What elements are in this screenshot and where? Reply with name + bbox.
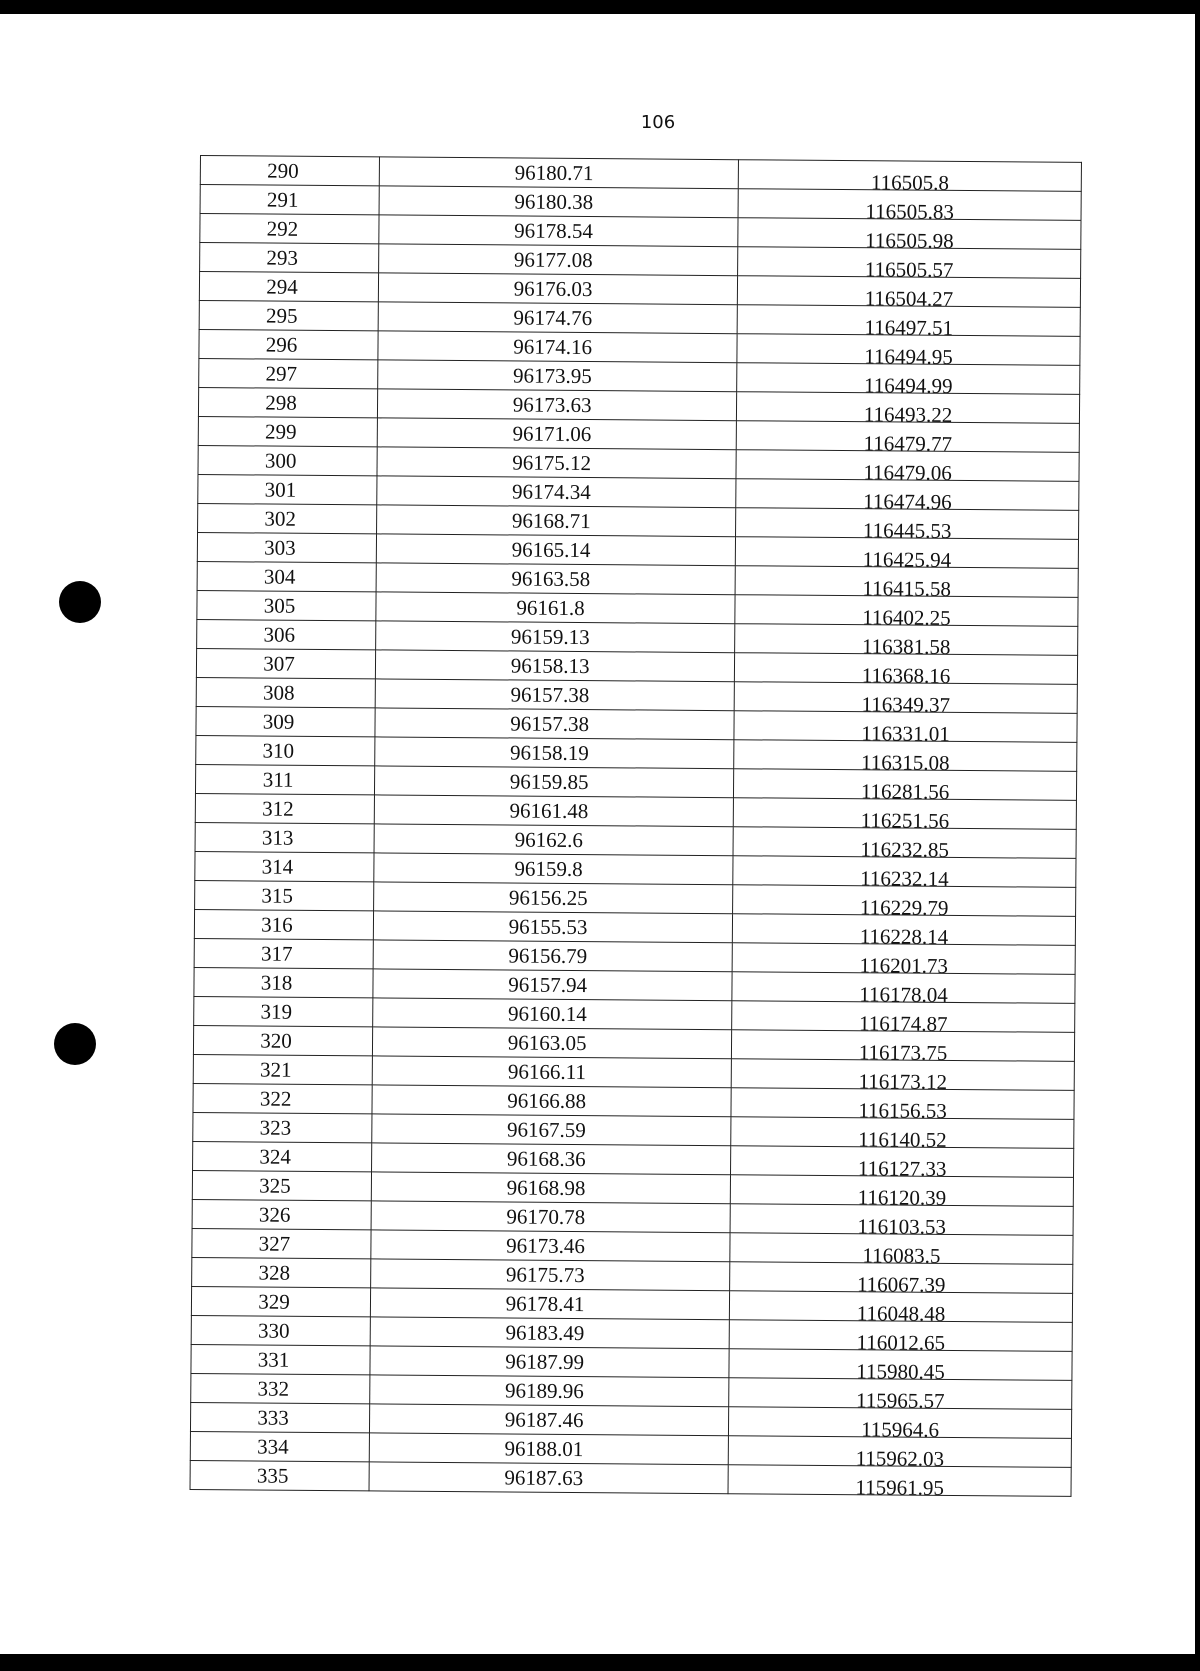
point-number-cell: 291 (200, 185, 379, 215)
y-coordinate-cell (731, 1088, 1074, 1123)
x-coordinate-cell: 96174.76 (378, 302, 737, 334)
point-number-cell: 320 (193, 1025, 372, 1055)
y-coordinate-cell (730, 1204, 1073, 1239)
point-number-cell: 333 (190, 1402, 369, 1432)
x-coordinate-cell: 96158.19 (375, 737, 734, 769)
x-coordinate-cell: 96158.13 (375, 650, 734, 682)
y-coordinate-cell (737, 392, 1080, 427)
x-coordinate-cell: 96173.95 (378, 360, 737, 392)
x-coordinate-cell: 96180.38 (379, 186, 738, 218)
y-coordinate-cell (734, 682, 1077, 717)
y-coordinate-cell (736, 479, 1079, 514)
table-row (190, 1460, 1071, 1496)
point-number-cell: 299 (198, 416, 377, 446)
point-number-cell: 301 (198, 474, 377, 504)
x-coordinate-cell: 96166.88 (372, 1085, 731, 1117)
y-coordinate-cell (738, 218, 1081, 253)
y-coordinate-cell (733, 856, 1076, 891)
point-number-cell: 326 (192, 1199, 371, 1229)
point-number-cell: 330 (191, 1315, 370, 1345)
x-coordinate-cell: 96189.96 (370, 1375, 729, 1407)
punch-hole-bottom (54, 1023, 96, 1065)
y-coordinate-value: 116228.14 (859, 924, 949, 949)
y-coordinate-value: 116178.04 (859, 982, 948, 1007)
scan-edge-top (0, 0, 1200, 14)
y-coordinate-value: 116173.12 (858, 1069, 948, 1094)
y-coordinate-value: 116402.25 (862, 605, 951, 630)
point-number-cell: 319 (194, 996, 373, 1026)
y-coordinate-cell (734, 769, 1077, 804)
x-coordinate-cell: 96162.6 (374, 824, 733, 856)
y-coordinate-value: 116445.53 (862, 518, 952, 543)
y-coordinate-value: 116103.53 (857, 1214, 947, 1239)
y-coordinate-value: 116067.39 (856, 1272, 946, 1297)
point-number-cell: 328 (192, 1257, 371, 1287)
point-number-cell: 290 (200, 156, 379, 186)
x-coordinate-cell: 96155.53 (373, 911, 732, 943)
point-number-cell: 325 (192, 1170, 371, 1200)
y-coordinate-cell (735, 595, 1078, 630)
x-coordinate-cell: 96156.25 (374, 882, 733, 914)
y-coordinate-cell (733, 885, 1076, 920)
y-coordinate-value: 116494.95 (864, 344, 953, 369)
point-number-cell: 303 (197, 532, 376, 562)
x-coordinate-cell: 96159.13 (376, 621, 735, 653)
y-coordinate-cell (733, 914, 1076, 949)
point-number-cell: 329 (191, 1286, 370, 1316)
x-coordinate-cell: 96168.98 (371, 1172, 730, 1204)
y-coordinate-value: 116381.58 (861, 634, 951, 659)
y-coordinate-cell (738, 247, 1081, 282)
y-coordinate-value: 116232.85 (860, 837, 950, 862)
point-number-cell: 298 (198, 387, 377, 417)
x-coordinate-cell: 96157.38 (375, 708, 734, 740)
point-number-cell: 312 (195, 793, 374, 823)
y-coordinate-value: 116083.5 (862, 1243, 941, 1268)
point-number-cell: 324 (193, 1141, 372, 1171)
point-number-cell: 331 (191, 1344, 370, 1374)
point-number-cell: 316 (194, 909, 373, 939)
point-number-cell: 321 (193, 1054, 372, 1084)
x-coordinate-cell: 96174.34 (377, 476, 736, 508)
point-number-cell: 334 (190, 1431, 369, 1461)
y-coordinate-value: 116505.57 (864, 257, 954, 282)
point-number-cell: 295 (199, 300, 378, 330)
point-number-cell: 297 (199, 358, 378, 388)
y-coordinate-cell (732, 1030, 1075, 1065)
y-coordinate-cell (728, 1465, 1071, 1500)
y-coordinate-cell (738, 276, 1081, 311)
y-coordinate-value: 115980.45 (856, 1359, 945, 1384)
x-coordinate-cell: 96175.73 (371, 1259, 730, 1291)
y-coordinate-cell (738, 189, 1081, 224)
y-coordinate-value: 116173.75 (858, 1040, 948, 1065)
y-coordinate-cell (732, 943, 1075, 978)
y-coordinate-cell (730, 1262, 1073, 1297)
x-coordinate-cell: 96159.85 (375, 766, 734, 798)
point-number-cell: 313 (195, 822, 374, 852)
x-coordinate-cell: 96178.54 (379, 215, 738, 247)
y-coordinate-value: 116281.56 (860, 779, 950, 804)
x-coordinate-cell: 96161.8 (376, 592, 735, 624)
point-number-cell: 323 (193, 1112, 372, 1142)
y-coordinate-value: 116229.79 (859, 895, 949, 920)
point-number-cell: 300 (198, 445, 377, 475)
y-coordinate-value: 116251.56 (860, 808, 950, 833)
point-number-cell: 318 (194, 967, 373, 997)
point-number-cell: 335 (190, 1460, 369, 1490)
y-coordinate-cell (729, 1349, 1072, 1384)
x-coordinate-cell: 96180.71 (379, 157, 738, 189)
y-coordinate-cell (732, 1001, 1075, 1036)
y-coordinate-cell (730, 1175, 1073, 1210)
y-coordinate-value: 116349.37 (861, 692, 951, 717)
x-coordinate-cell: 96175.12 (377, 447, 736, 479)
y-coordinate-value: 116201.73 (859, 953, 949, 978)
x-coordinate-cell: 96157.94 (373, 969, 732, 1001)
x-coordinate-cell: 96183.49 (370, 1317, 729, 1349)
x-coordinate-cell: 96166.11 (372, 1056, 731, 1088)
point-number-cell: 314 (195, 851, 374, 881)
y-coordinate-value: 116479.06 (863, 460, 952, 485)
y-coordinate-cell (736, 508, 1079, 543)
page-number: 106 (640, 112, 676, 133)
y-coordinate-cell (734, 740, 1077, 775)
y-coordinate-cell (729, 1407, 1072, 1442)
y-coordinate-value: 115961.95 (855, 1475, 944, 1500)
y-coordinate-value: 116505.98 (865, 228, 954, 253)
point-number-cell: 307 (196, 648, 375, 678)
x-coordinate-cell: 96168.71 (377, 505, 736, 537)
point-number-cell: 305 (197, 590, 376, 620)
point-number-cell: 311 (195, 764, 374, 794)
x-coordinate-cell: 96156.79 (373, 940, 732, 972)
y-coordinate-value: 116174.87 (858, 1011, 948, 1036)
y-coordinate-cell (731, 1059, 1074, 1094)
y-coordinate-value: 116140.52 (858, 1127, 947, 1152)
y-coordinate-cell (729, 1320, 1072, 1355)
y-coordinate-cell (731, 1146, 1074, 1181)
x-coordinate-cell: 96163.05 (372, 1027, 731, 1059)
y-coordinate-value: 116479.77 (863, 431, 953, 456)
x-coordinate-cell: 96160.14 (373, 998, 732, 1030)
point-number-cell: 302 (198, 503, 377, 533)
y-coordinate-cell (729, 1378, 1072, 1413)
y-coordinate-cell (736, 421, 1079, 456)
y-coordinate-value: 116120.39 (857, 1185, 947, 1210)
y-coordinate-value: 116505.83 (865, 199, 955, 224)
coordinate-table-wrapper (190, 155, 1082, 1500)
y-coordinate-value: 116415.58 (862, 576, 952, 601)
y-coordinate-value: 116315.08 (861, 750, 950, 775)
x-coordinate-cell: 96173.63 (378, 389, 737, 421)
y-coordinate-cell (734, 711, 1077, 746)
point-number-cell: 322 (193, 1083, 372, 1113)
point-number-cell: 293 (200, 243, 379, 273)
y-coordinate-cell (733, 798, 1076, 833)
y-coordinate-cell (731, 1117, 1074, 1152)
y-coordinate-value: 116505.8 (870, 170, 949, 195)
y-coordinate-cell (735, 624, 1078, 659)
x-coordinate-cell: 96176.03 (378, 273, 737, 305)
y-coordinate-cell (738, 160, 1081, 195)
scan-edge-bottom (0, 1654, 1200, 1671)
x-coordinate-cell: 96177.08 (379, 244, 738, 276)
scan-edge-right (1195, 0, 1200, 1671)
y-coordinate-value: 115964.6 (861, 1417, 940, 1442)
y-coordinate-value: 116474.96 (863, 489, 952, 514)
x-coordinate-cell: 96187.46 (370, 1404, 729, 1436)
y-coordinate-value: 116494.99 (863, 373, 953, 398)
y-coordinate-value: 116156.53 (858, 1098, 947, 1123)
x-coordinate-cell: 96168.36 (372, 1143, 731, 1175)
y-coordinate-value: 115962.03 (855, 1446, 945, 1471)
y-coordinate-cell (735, 653, 1078, 688)
y-coordinate-value: 116493.22 (863, 402, 953, 427)
x-coordinate-cell: 96173.46 (371, 1230, 730, 1262)
y-coordinate-value: 116331.01 (861, 721, 950, 746)
punch-hole-top (59, 581, 101, 623)
point-number-cell: 304 (197, 561, 376, 591)
y-coordinate-cell (730, 1233, 1073, 1268)
x-coordinate-cell: 96187.63 (369, 1462, 728, 1494)
coordinate-table (190, 155, 1082, 1500)
x-coordinate-cell: 96178.41 (370, 1288, 729, 1320)
y-coordinate-cell (733, 827, 1076, 862)
x-coordinate-cell: 96171.06 (377, 418, 736, 450)
x-coordinate-cell: 96170.78 (371, 1201, 730, 1233)
y-coordinate-cell (736, 450, 1079, 485)
y-coordinate-cell (737, 305, 1080, 340)
x-coordinate-cell: 96157.38 (375, 679, 734, 711)
y-coordinate-value: 116368.16 (861, 663, 951, 688)
y-coordinate-value: 116012.65 (856, 1330, 946, 1355)
x-coordinate-cell: 96165.14 (376, 534, 735, 566)
y-coordinate-cell (730, 1291, 1073, 1326)
y-coordinate-value: 116425.94 (862, 547, 952, 572)
y-coordinate-cell (728, 1436, 1071, 1471)
point-number-cell: 308 (196, 677, 375, 707)
y-coordinate-cell (735, 566, 1078, 601)
y-coordinate-cell (737, 363, 1080, 398)
point-number-cell: 327 (192, 1228, 371, 1258)
point-number-cell: 306 (197, 619, 376, 649)
coordinate-table-body (190, 156, 1081, 1500)
y-coordinate-cell (737, 334, 1080, 369)
y-coordinate-value: 116127.33 (857, 1156, 947, 1181)
y-coordinate-value: 116048.48 (856, 1301, 946, 1326)
x-coordinate-cell: 96188.01 (369, 1433, 728, 1465)
y-coordinate-value: 115965.57 (856, 1388, 945, 1413)
x-coordinate-cell: 96174.16 (378, 331, 737, 363)
point-number-cell: 332 (191, 1373, 370, 1403)
x-coordinate-cell: 96159.8 (374, 853, 733, 885)
point-number-cell: 317 (194, 938, 373, 968)
x-coordinate-cell: 96187.99 (370, 1346, 729, 1378)
y-coordinate-cell (735, 537, 1078, 572)
point-number-cell: 309 (196, 706, 375, 736)
point-number-cell: 296 (199, 329, 378, 359)
x-coordinate-cell: 96163.58 (376, 563, 735, 595)
y-coordinate-value: 116497.51 (864, 315, 954, 340)
x-coordinate-cell: 96161.48 (374, 795, 733, 827)
point-number-cell: 315 (195, 880, 374, 910)
x-coordinate-cell: 96167.59 (372, 1114, 731, 1146)
point-number-cell: 294 (199, 272, 378, 302)
y-coordinate-cell (732, 972, 1075, 1007)
y-coordinate-value: 116232.14 (860, 866, 949, 891)
point-number-cell: 292 (200, 214, 379, 244)
y-coordinate-value: 116504.27 (864, 286, 954, 311)
point-number-cell: 310 (196, 735, 375, 765)
